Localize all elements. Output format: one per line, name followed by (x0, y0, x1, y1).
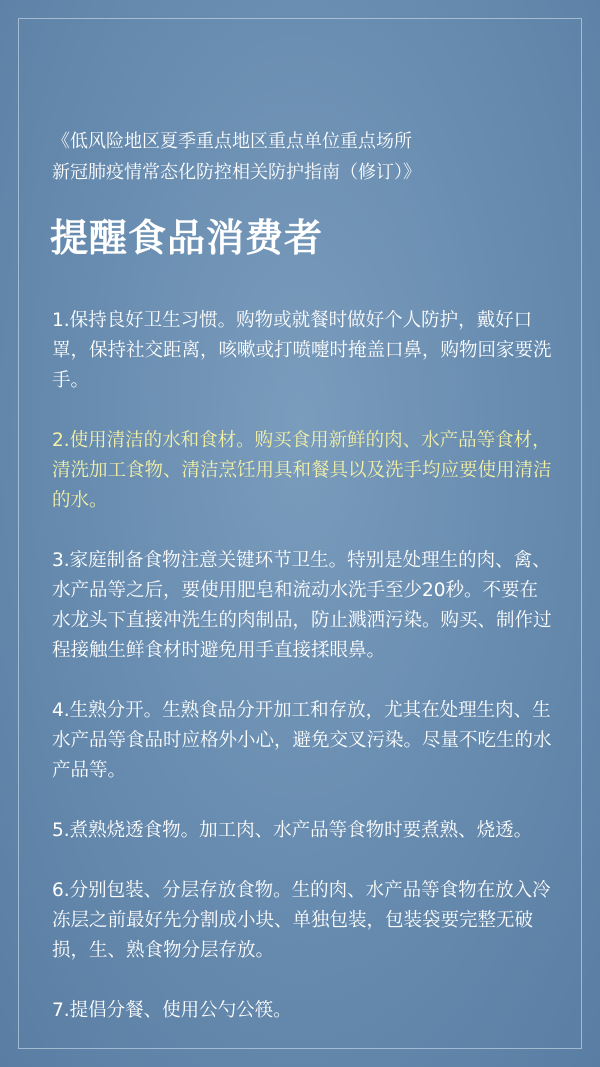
source-line-1: 《低风险地区夏季重点地区重点单位重点场所 (52, 131, 412, 152)
source-line-2: 新冠肺疫情常态化防控相关防护指南（修订）》 (52, 162, 421, 183)
tip-item-2: 2.使用清洁的水和食材。购买食用新鲜的肉、水产品等食材，清洗加工食物、清洁烹饪用具和餐具以及洗手均应要使用清洁的水。 (52, 430, 552, 511)
tip-item-5: 5.煮熟烧透食物。加工肉、水产品等食物时要煮熟、烧透。 (52, 820, 533, 841)
source-document-title (52, 126, 562, 188)
page-title: 提醒食品消费者 (50, 216, 324, 260)
tips-list (52, 306, 556, 1056)
tip-item-6: 6.分别包装、分层存放食物。生的肉、水产品等食物在放入冷冻层之前最好先分割成小块、单独包装，包装袋要完整无破损，生、熟食物分层存放。 (52, 880, 551, 961)
tip-item-1: 1.保持良好卫生习惯。购物或就餐时做好个人防护，戴好口罩，保持社交距离，咳嗽或打喷嚏时掩盖口鼻，购物回家要洗手。 (52, 310, 552, 391)
tip-item-3: 3.家庭制备食物注意关键环节卫生。特别是处理生的肉、禽、水产品等之后，要使用肥皂和流动水洗手至少20秒。不要在水龙头下直接冲洗生的肉制品，防止溅洒污染。购买、制作过程接触生鲜食材时避免用手直接揉眼鼻。 (52, 550, 552, 661)
tip-item-4: 4.生熟分开。生熟食品分开加工和存放，尤其在处理生肉、生水产品等食品时应格外小心，避免交叉污染。尽量不吃生的水产品等。 (52, 700, 552, 781)
tip-item-7: 7.提倡分餐、使用公勺公筷。 (52, 1000, 292, 1021)
